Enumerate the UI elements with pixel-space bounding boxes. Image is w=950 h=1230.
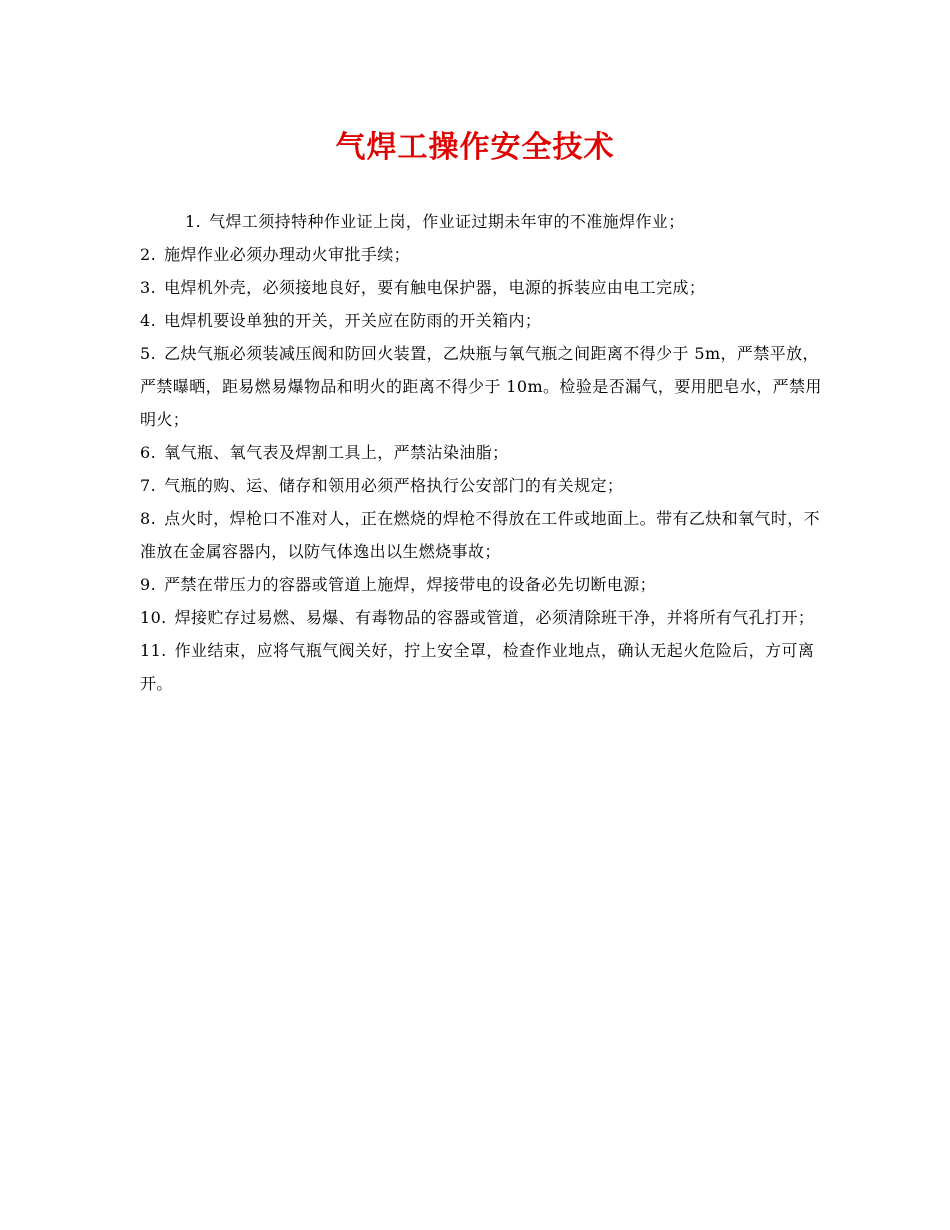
list-item xyxy=(140,436,830,469)
item-text: 焊接贮存过易燃、易爆、有毒物品的容器或管道，必须清除班干净，并将所有气孔打开； xyxy=(174,608,815,627)
list-item xyxy=(140,304,830,337)
item-text: 严禁在带压力的容器或管道上施焊，焊接带电的设备必先切断电源； xyxy=(164,575,657,594)
item-number: 5. xyxy=(140,344,157,363)
list-item xyxy=(140,469,830,502)
item-text: 施焊作业必须办理动火审批手续； xyxy=(164,245,411,264)
list-item xyxy=(140,271,830,304)
item-text: 气瓶的购、运、储存和领用必须严格执行公安部门的有关规定； xyxy=(164,476,624,495)
item-number: 8. xyxy=(140,509,157,528)
item-text: 点火时，焊枪口不准对人，正在燃烧的焊枪不得放在工件或地面上。带有乙炔和氧气时，不准放在金属容器内，以防气体逸出以生燃烧事故； xyxy=(140,509,821,561)
item-number: 6. xyxy=(140,443,157,462)
item-number: 4. xyxy=(140,311,157,330)
list-item xyxy=(140,238,830,271)
item-text: 气焊工须持特种作业证上岗，作业证过期未年审的不准施焊作业； xyxy=(209,212,685,231)
item-text: 电焊机要设单独的开关，开关应在防雨的开关箱内； xyxy=(164,311,542,330)
item-text: 乙炔气瓶必须装减压阀和防回火装置，乙炔瓶与氧气瓶之间距离不得少于 5m，严禁平放，严禁曝晒，距易燃易爆物品和明火的距离不得少于 10m。检验是否漏气，要用肥皂水，严禁用明火； xyxy=(140,344,822,429)
list-item xyxy=(140,634,830,700)
list-item xyxy=(140,205,830,238)
list-item xyxy=(140,601,830,634)
list-item xyxy=(140,502,830,568)
item-number: 1. xyxy=(185,212,202,231)
list-item xyxy=(140,337,830,436)
item-number: 7. xyxy=(140,476,157,495)
document-body xyxy=(140,205,830,700)
item-number: 2. xyxy=(140,245,157,264)
item-number: 11. xyxy=(140,641,167,660)
list-item xyxy=(140,568,830,601)
item-text: 氧气瓶、氧气表及焊割工具上，严禁沾染油脂； xyxy=(164,443,509,462)
item-number: 3. xyxy=(140,278,157,297)
item-text: 作业结束，应将气瓶气阀关好，拧上安全罩，检查作业地点，确认无起火危险后，方可离开。 xyxy=(140,641,815,693)
document-title: 气焊工操作安全技术 xyxy=(335,130,615,165)
item-number: 9. xyxy=(140,575,157,594)
item-text: 电焊机外壳，必须接地良好，要有触电保护器，电源的拆装应由电工完成； xyxy=(164,278,706,297)
item-number: 10. xyxy=(140,608,167,627)
